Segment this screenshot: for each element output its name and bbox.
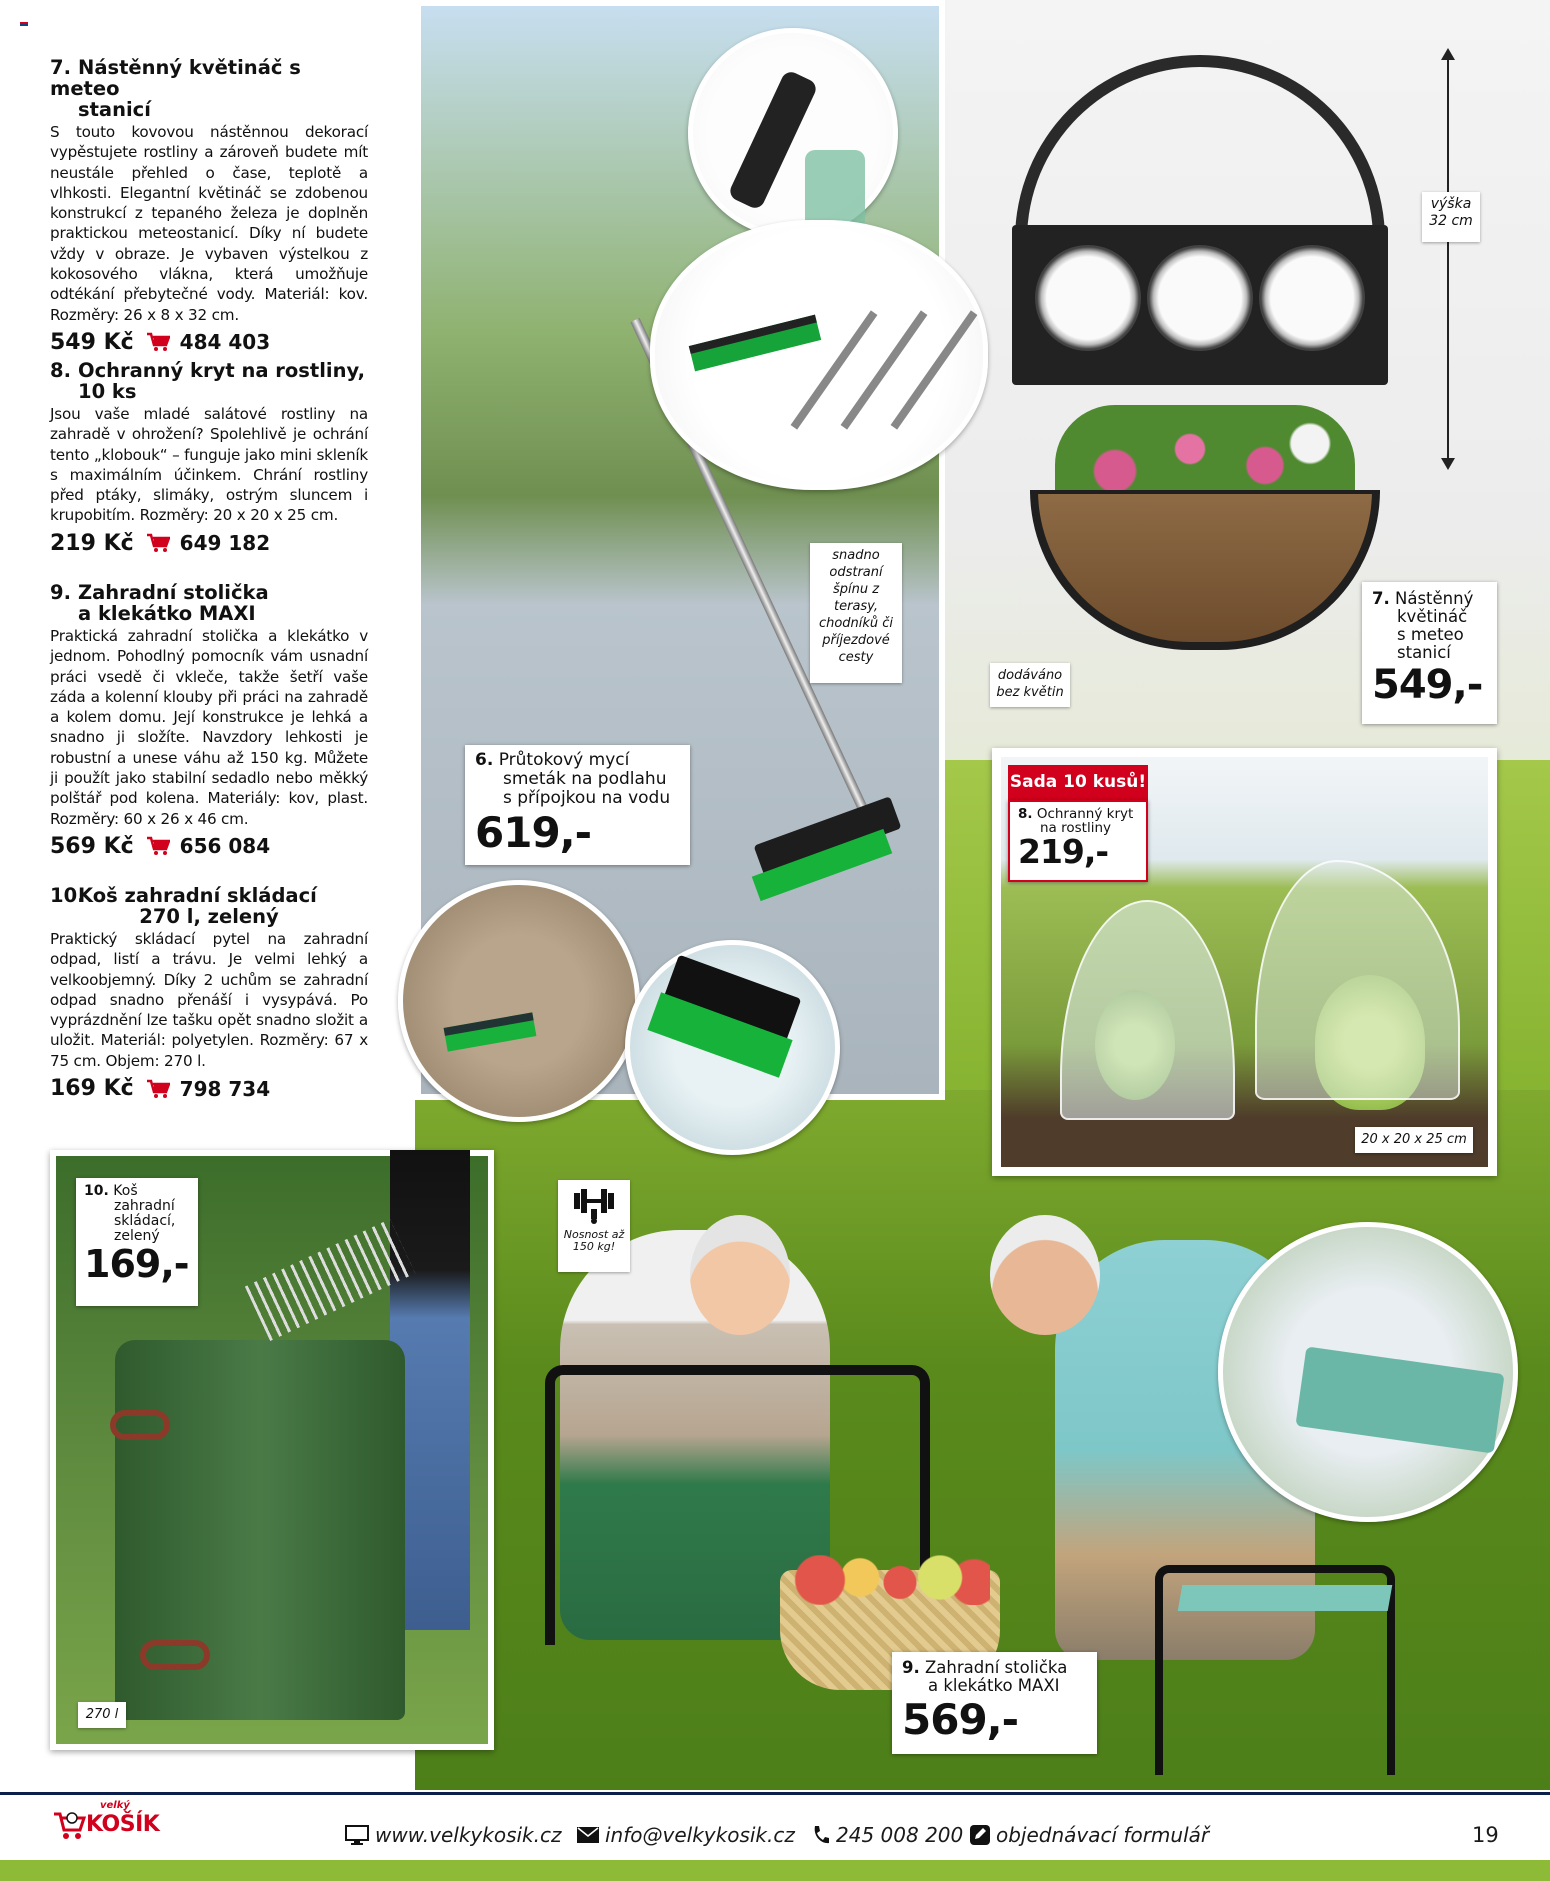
footer [0,1790,1550,1881]
height-arrow [1447,50,1449,468]
footer-grass [0,1860,1550,1881]
note-bag-volume: 270 l [78,1702,126,1728]
product-title-line1: Zahradní stolička [78,581,269,604]
label-line: stanicí [1397,643,1451,662]
load-text: Nosnost až 150 kg! [563,1228,625,1253]
broom-price-label [465,745,690,865]
order-form-text[interactable]: objednávací formulář [996,1823,1210,1847]
label-line: zelený [114,1228,160,1244]
product-number: 8. [50,359,71,382]
product-price: 569 Kč [50,833,134,859]
product-title-line2: stanicí [78,98,151,121]
product-number: 9. [50,581,71,604]
label-line: zahradní [114,1198,175,1214]
product-price: 549 Kč [50,329,134,355]
detergent-bottle [805,150,865,230]
price-row [50,1076,368,1101]
set-badge: Sada 10 kusů! [1008,765,1148,800]
order-form-link[interactable] [970,1823,1209,1847]
woman-head [690,1215,790,1335]
price-row [50,330,368,355]
product-7 [50,57,368,355]
label-number: 7. [1372,589,1390,608]
envelope-icon [577,1827,599,1843]
label-line: Průtokový mycí [498,750,630,770]
logo-tagline: velký [100,1800,130,1811]
product-title [50,582,368,624]
label-number: 6. [475,750,494,770]
label-text [1018,807,1138,835]
product-title [50,57,368,120]
product-10 [50,885,368,1101]
product-description: Praktická zahradní stolička a klekátko v jednom. Pohodlný pomocník vám usnadní práci vsedě či vkleče, takže šetří vaše záda a kolenní klouby při práci na zahradě a kolem domu. Její konstrukce je lehká a snadno ji složíte. Navzdory lehkosti je robustní a unese váhu až 150 kg. Můžete ji použít jako stabilní sedadlo nebo měkký polštář pod kolena. Materiály: kov, plast. Rozměry: 60 x 26 x 46 cm. [50,627,368,828]
label-number: 9. [902,1658,920,1677]
label-price: 549,- [1372,662,1483,708]
product-title-line2: 10 ks [78,380,137,403]
monitor-icon [345,1825,369,1845]
product-title-line1: Ochranný kryt na rostliny, [78,359,366,382]
stool-pad [1178,1585,1393,1611]
planter-price-label [1362,582,1497,724]
stool-price-label [892,1652,1097,1754]
label-line: na rostliny [1040,820,1112,836]
product-description: Jsou vaše mladé salátové rostliny na zahradě v ohrožení? Spolehlivě je ochrání tento „klobouk“ – funguje jako mini skleník s maximálním účinkem. Chrání rostliny před ptáky, slimáky, ostrým sluncem i krupobitím. Rozměry: 20 x 20 x 25 cm. [50,405,368,525]
covers-price-label [1008,800,1148,882]
logo[interactable]: KOŠÍK [86,1812,160,1837]
product-description: S touto kovovou nástěnnou dekorací vypěstujete rostliny a zároveň budete mít neustále přehled o čase, teplotě a vlhkosti. Elegantní květináč se zdobenou konstrukcí z tepaného železa je doplněn praktickou meteostanicí. Díky ní budete vždy v obraze. Je vybaven výstelkou z kokosového vlákna, která umožňuje odtékání přebytečné vody. Materiál: kov. Rozměry: 26 x 8 x 32 cm. [50,123,368,324]
label-line: smeták na podlahu [503,769,667,789]
label-price: 169,- [84,1242,189,1286]
cart-icon [146,533,170,553]
product-code: 656 084 [179,834,271,859]
label-line: Nástěnný [1395,589,1474,608]
form-icon [970,1825,990,1845]
label-line: s přípojkou na vodu [503,788,671,808]
product-price: 219 Kč [50,530,134,556]
cart-icon [146,332,170,352]
note-easy-clean: snadno odstraní špínu z terasy, chodníků či příjezdové cesty [810,543,902,683]
product-8 [50,360,368,556]
cart-icon [146,836,170,856]
product-title-line2: a klekátko MAXI [78,602,256,625]
man-head [990,1215,1100,1335]
product-title [50,885,368,927]
product-number: 10. [50,884,85,907]
footer-divider [0,1792,1550,1795]
clock-gauge [1147,245,1253,351]
label-line: skládací, [114,1213,176,1229]
website-link[interactable] [345,1823,562,1847]
label-line: Ochranný kryt [1036,806,1134,822]
product-code: 484 403 [179,330,271,355]
flag-icon [20,20,28,28]
label-text [84,1184,190,1244]
product-price: 169 Kč [50,1076,134,1102]
email-text[interactable]: info@velkykosik.cz [605,1823,795,1847]
product-9 [50,582,368,859]
product-number: 7. [50,56,71,79]
product-title-line1: Nástěnný květináč s meteo [50,56,301,100]
phone-link[interactable] [812,1823,963,1847]
email-link[interactable] [577,1823,795,1847]
note-height: výška 32 cm [1422,192,1480,242]
cart-icon [146,1079,170,1099]
page-number: 19 [1472,1823,1499,1847]
bag-price-label [76,1178,198,1306]
label-number: 10. [84,1183,109,1199]
logo-cart-icon [52,1810,86,1840]
weight-icon [572,1185,616,1225]
label-number: 8. [1018,806,1033,822]
product-title [50,360,368,402]
label-price: 569,- [902,1695,1019,1744]
product-code: 798 734 [179,1076,271,1101]
note-load-capacity [558,1180,630,1272]
apples [790,1555,990,1605]
label-text [1372,590,1487,662]
note-no-flowers: dodáváno bez květin [990,663,1070,707]
label-price: 619,- [475,808,592,857]
product-title-line2: 270 l, zelený [139,905,279,928]
label-price: 219,- [1018,832,1109,871]
label-line: květináč [1397,607,1468,626]
label-text [475,751,680,808]
leaves-inset [398,880,640,1122]
product-text-column [0,0,415,1150]
thermometer-gauge [1035,245,1141,351]
bag-handle [110,1410,170,1440]
phone-icon [812,1825,830,1845]
note-cover-size: 20 x 20 x 25 cm [1355,1127,1473,1153]
label-line: Koš [113,1183,138,1199]
price-row [50,531,368,556]
label-line: s meteo [1397,625,1464,644]
website-text[interactable]: www.velkykosik.cz [375,1823,562,1847]
product-description: Praktický skládací pytel na zahradní odpad, listí a trávu. Je velmi lehký a velkoobjemný. Díky 2 uchům se zahradní odpad snadno přenáší i vysypává. Po vyprázdnění lze tašku opět snadno složit a uložit. Materiál: polyetylen. Rozměry: 67 x 75 cm. Objem: 270 l. [50,930,368,1070]
product-code: 649 182 [179,531,271,556]
price-row [50,834,368,859]
hygrometer-gauge [1259,245,1365,351]
product-title-line1: Koš zahradní skládací [78,884,317,907]
phone-text[interactable]: 245 008 200 [836,1823,964,1847]
bag-handle [140,1640,210,1670]
label-text [902,1659,1087,1695]
label-line: Zahradní stolička [925,1658,1068,1677]
label-line: a klekátko MAXI [928,1676,1060,1695]
